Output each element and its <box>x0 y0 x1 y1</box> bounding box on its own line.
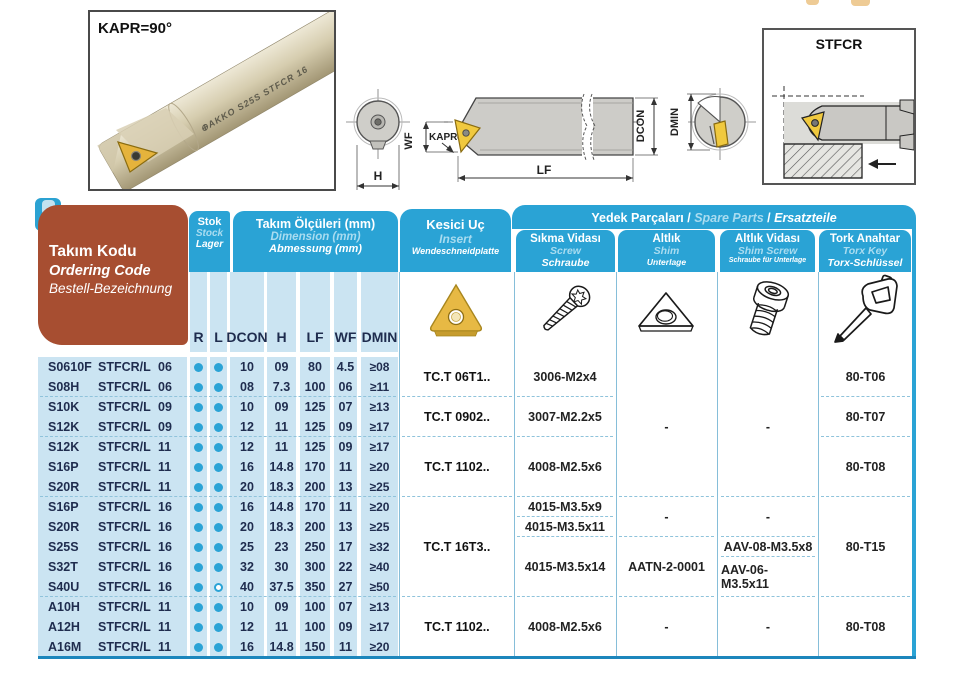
col-divider <box>717 272 718 657</box>
insert-designation-separator <box>402 596 512 597</box>
ordering-code-size: 11 <box>158 460 172 474</box>
torx-en: Torx Key <box>842 245 888 257</box>
dim-col-label-L: L <box>214 329 223 345</box>
dmin-value: ≥25 <box>369 480 390 494</box>
torx-key-part-value: 80-T08 <box>845 460 886 474</box>
stock-dot-r <box>194 623 203 632</box>
torx-key-part-separator <box>821 396 910 397</box>
ordering-code-type: STFCR/L <box>98 440 151 454</box>
dmin-value: ≥11 <box>369 380 390 394</box>
table-bottom-rule <box>38 656 916 659</box>
dim-col-label-WF: WF <box>334 329 357 345</box>
ordering-code-size: 16 <box>158 560 172 574</box>
screw-part-value: 3006-M2x4 <box>533 370 597 384</box>
ordering-code-type: STFCR/L <box>98 620 151 634</box>
stock-dot-r <box>194 643 203 652</box>
wf-value: 27 <box>338 580 353 594</box>
ordering-code-type: STFCR/L <box>98 500 151 514</box>
lf-value: 80 <box>308 360 322 374</box>
insert-en: Insert <box>439 232 472 246</box>
ordering-code-prefix: S12K <box>48 440 80 454</box>
ordering-code-prefix: S0610F <box>48 360 92 374</box>
wf-value: 07 <box>338 600 353 614</box>
insert-designation-value: TC.T 0902.. <box>424 410 490 424</box>
insert-de: Wendeschneidplatte <box>411 246 500 256</box>
kapr-angle-label: KAPR=90° <box>98 20 172 37</box>
ordering-code-type: STFCR/L <box>98 560 151 574</box>
shim-screw-part-value: AAV-08-M3.5x8 <box>723 540 813 554</box>
ordering-code-type: STFCR/L <box>98 380 151 394</box>
ordering-code-prefix: S08H <box>48 380 80 394</box>
svg-text:DCON: DCON <box>635 109 647 143</box>
wf-value: 09 <box>338 440 353 454</box>
stock-dot-r <box>194 363 203 372</box>
shim-screw-tr: Altlık Vidası <box>735 233 800 245</box>
dcon-value: 20 <box>240 480 254 494</box>
insert-designation-value: TC.T 1102.. <box>424 460 490 474</box>
insert-designation-separator <box>402 436 512 437</box>
ordering-code-prefix: S25S <box>48 540 79 554</box>
stock-dot-r <box>194 443 203 452</box>
svg-text:LF: LF <box>536 163 552 177</box>
h-value: 18.3 <box>269 480 294 494</box>
spares-sep: / <box>763 211 775 225</box>
torx-key-part-value: 80-T07 <box>845 410 886 424</box>
ordering-code-size: 16 <box>158 500 172 514</box>
shim-screw-part-value: - <box>765 620 771 634</box>
shim-part-separator <box>619 536 714 537</box>
ordering-code-prefix: S10K <box>48 400 80 414</box>
ordering-code-size: 16 <box>158 580 172 594</box>
col-divider <box>616 272 617 657</box>
ordering-code-size: 09 <box>158 420 172 434</box>
h-value: 14.8 <box>269 640 294 654</box>
dimensions-tr: Takım Ölçüleri (mm) <box>255 217 376 231</box>
shim-en: Shim <box>653 245 680 257</box>
ordering-code-prefix: S20R <box>48 480 80 494</box>
dmin-value: ≥20 <box>369 460 390 474</box>
h-value: 11 <box>274 440 289 454</box>
svg-text:DMIN: DMIN <box>669 107 681 137</box>
dmin-value: ≥13 <box>369 400 390 414</box>
stock-dot-l <box>214 423 223 432</box>
torx-de: Torx-Schlüssel <box>827 257 903 269</box>
screw-part-separator <box>517 396 613 397</box>
stock-dot-l <box>214 383 223 392</box>
svg-text:KAPR: KAPR <box>429 132 458 143</box>
wf-value: 09 <box>338 420 353 434</box>
spares-en: Spare Parts <box>694 211 764 225</box>
stock-de: Lager <box>195 239 224 250</box>
dim-col-label-R: R <box>193 329 204 345</box>
screw-part-value: 4008-M2.5x6 <box>528 460 602 474</box>
stock-dot-r <box>194 383 203 392</box>
spares-sep: / <box>683 211 695 225</box>
dcon-value: 08 <box>240 380 254 394</box>
lf-value: 170 <box>304 500 326 514</box>
ordering-code-size: 06 <box>158 360 172 374</box>
dcon-value: 10 <box>240 600 254 614</box>
ordering-code-size: 16 <box>158 520 172 534</box>
stock-dot-l <box>214 503 223 512</box>
lf-value: 125 <box>304 440 326 454</box>
svg-text:H: H <box>373 169 383 183</box>
ordering-code-prefix: S12K <box>48 420 80 434</box>
wf-value: 11 <box>338 460 353 474</box>
screw-tr: Sıkma Vidası <box>530 233 601 245</box>
dcon-value: 20 <box>240 520 254 534</box>
screw-part-separator <box>517 436 613 437</box>
dcon-value: 10 <box>240 360 254 374</box>
insert-designation-separator <box>402 496 512 497</box>
h-value: 09 <box>274 400 289 414</box>
ordering-code-size: 11 <box>158 480 172 494</box>
ordering-code-prefix: A10H <box>48 600 80 614</box>
wf-value: 4.5 <box>336 360 355 374</box>
dcon-value: 16 <box>240 460 254 474</box>
ordering-code-type: STFCR/L <box>98 580 151 594</box>
ordering-code-type: STFCR/L <box>98 420 151 434</box>
screw-part-value: 3007-M2.2x5 <box>528 410 602 424</box>
dcon-value: 12 <box>240 620 254 634</box>
ordering-code-prefix: S20R <box>48 520 80 534</box>
lf-value: 250 <box>304 540 326 554</box>
h-value: 7.3 <box>272 380 291 394</box>
stock-tr: Stok <box>197 216 222 228</box>
shim-part-separator <box>619 496 714 497</box>
spares-de: Ersatzteile <box>774 211 837 225</box>
shim-screw-part-separator <box>721 496 815 497</box>
dmin-value: ≥20 <box>369 640 390 654</box>
h-value: 14.8 <box>269 500 294 514</box>
stock-dot-r <box>194 483 203 492</box>
screw-part-separator <box>517 516 613 517</box>
stock-dot-l <box>214 363 223 372</box>
row-group-separator <box>40 496 396 497</box>
screw-part-value: 4015-M3.5x9 <box>528 500 602 514</box>
dmin-value: ≥13 <box>369 600 390 614</box>
shim-screw-icon <box>738 276 796 342</box>
lf-value: 125 <box>304 400 326 414</box>
screw-de: Schraube <box>541 257 590 269</box>
spares-tr: Yedek Parçaları <box>591 211 684 225</box>
row-group-separator <box>40 596 396 597</box>
wf-value: 11 <box>338 500 353 514</box>
row-group-separator <box>40 396 396 397</box>
wf-value: 17 <box>338 540 353 554</box>
dcon-value: 32 <box>240 560 254 574</box>
stock-dot-l <box>214 563 223 572</box>
lf-value: 100 <box>304 380 326 394</box>
shim-screw-part-separator <box>721 596 815 597</box>
shim-screw-part-value: - <box>765 420 771 434</box>
svg-text:⊕AKKO S25S STFCR 16: ⊕AKKO S25S STFCR 16 <box>198 63 310 134</box>
dmin-value: ≥20 <box>369 500 390 514</box>
ordering-code-size: 11 <box>158 620 172 634</box>
lf-value: 100 <box>304 620 326 634</box>
ordering-code-tr: Takım Kodu <box>49 243 137 260</box>
dimensions-en: Dimension (mm) <box>270 231 361 243</box>
ordering-code-size: 06 <box>158 380 172 394</box>
h-value: 23 <box>274 540 289 554</box>
dmin-value: ≥32 <box>369 540 390 554</box>
torx-tr: Tork Anahtar <box>829 233 901 245</box>
insert-designation-value: TC.T 06T1.. <box>423 370 491 384</box>
dmin-value: ≥17 <box>369 620 390 634</box>
screw-part-value: 4015-M3.5x11 <box>525 520 605 534</box>
stock-dot-l <box>214 523 223 532</box>
stock-dot-r <box>194 463 203 472</box>
dmin-value: ≥17 <box>369 420 390 434</box>
stock-dot-r <box>194 503 203 512</box>
stock-dot-r <box>194 523 203 532</box>
dcon-value: 16 <box>240 640 254 654</box>
shim-de: Unterlage <box>646 257 687 267</box>
torx-key-part-separator <box>821 436 910 437</box>
ordering-code-prefix: S16P <box>48 500 79 514</box>
shim-part-separator <box>619 596 714 597</box>
ordering-code-type: STFCR/L <box>98 640 151 654</box>
dcon-value: 12 <box>240 440 254 454</box>
torx-key-part-value: 80-T15 <box>845 540 886 554</box>
dmin-value: ≥08 <box>369 360 390 374</box>
wf-value: 13 <box>338 480 353 494</box>
shim-part-value: AATN-2-0001 <box>628 560 705 574</box>
lf-value: 125 <box>304 420 326 434</box>
screw-icon <box>534 278 596 342</box>
insert-icon <box>426 280 486 342</box>
ordering-code-prefix: S40U <box>48 580 80 594</box>
wf-value: 06 <box>338 380 353 394</box>
ordering-code-type: STFCR/L <box>98 400 151 414</box>
wf-value: 11 <box>338 640 353 654</box>
dcon-value: 12 <box>240 420 254 434</box>
h-value: 37.5 <box>269 580 294 594</box>
stock-dot-r <box>194 543 203 552</box>
h-value: 30 <box>274 560 289 574</box>
ordering-code-type: STFCR/L <box>98 600 151 614</box>
h-value: 11 <box>274 420 289 434</box>
shim-screw-part-separator <box>721 536 815 537</box>
dmin-value: ≥25 <box>369 520 390 534</box>
dim-col-label-DCON: DCON <box>226 329 268 345</box>
stock-dot-r <box>194 563 203 572</box>
col-divider <box>399 272 400 657</box>
wf-value: 22 <box>338 560 353 574</box>
dcon-value: 25 <box>240 540 254 554</box>
ordering-code-type: STFCR/L <box>98 540 151 554</box>
stock-dot-l <box>214 623 223 632</box>
screw-part-value: 4015-M3.5x14 <box>524 560 606 574</box>
ordering-code-type: STFCR/L <box>98 360 151 374</box>
shim-screw-part-value: - <box>765 510 771 524</box>
dimensions-de: Abmessung (mm) <box>269 243 362 255</box>
dcon-value: 16 <box>240 500 254 514</box>
ordering-code-size: 11 <box>158 600 172 614</box>
screw-en: Screw <box>550 245 581 257</box>
dim-col-label-LF: LF <box>306 329 324 345</box>
stock-dot-l-open <box>214 583 223 592</box>
ordering-code-prefix: A12H <box>48 620 80 634</box>
ordering-code-prefix: S32T <box>48 560 78 574</box>
stock-dot-r <box>194 583 203 592</box>
screw-part-separator <box>517 596 613 597</box>
shim-screw-part-value: AAV-06-M3.5x11 <box>721 563 769 591</box>
shim-icon <box>636 290 696 336</box>
row-group-separator <box>40 436 396 437</box>
ordering-code-de: Bestell-Bezeichnung <box>49 281 173 296</box>
insert-designation-separator <box>402 396 512 397</box>
torx-key-part-separator <box>821 596 910 597</box>
svg-text:WF: WF <box>403 132 415 150</box>
shim-part-value: - <box>664 620 669 634</box>
screw-part-value: 4008-M2.5x6 <box>528 620 602 634</box>
h-value: 14.8 <box>269 460 294 474</box>
ordering-code-en: Ordering Code <box>49 263 151 279</box>
dmin-value: ≥17 <box>369 440 390 454</box>
table-right-border <box>912 224 916 658</box>
stock-dot-l <box>214 403 223 412</box>
shim-part-value: - <box>664 420 669 434</box>
stock-dot-l <box>214 543 223 552</box>
col-divider <box>818 272 819 657</box>
insert-designation-value: TC.T 16T3.. <box>423 540 491 554</box>
ordering-code-prefix: A16M <box>48 640 82 654</box>
wf-value: 13 <box>338 520 353 534</box>
stock-dot-l <box>214 463 223 472</box>
torx-key-icon <box>830 274 900 346</box>
shim-screw-de: Schraube für Unterlage <box>728 257 807 264</box>
stfcr-type-label: STFCR <box>815 36 863 52</box>
ordering-code-prefix: S16P <box>48 460 79 474</box>
lf-value: 200 <box>304 520 326 534</box>
stock-dot-r <box>194 423 203 432</box>
insert-designation-value: TC.T 1102.. <box>424 620 490 634</box>
dmin-value: ≥50 <box>369 580 390 594</box>
ordering-code-size: 09 <box>158 400 172 414</box>
shim-screw-part-separator <box>721 556 815 557</box>
lf-value: 350 <box>304 580 326 594</box>
dcon-value: 40 <box>240 580 254 594</box>
torx-key-part-value: 80-T06 <box>845 370 886 384</box>
ordering-code-size: 11 <box>158 640 172 654</box>
stock-en: Stock <box>195 228 224 239</box>
wf-value: 07 <box>338 400 353 414</box>
h-value: 18.3 <box>269 520 294 534</box>
lf-value: 170 <box>304 460 326 474</box>
col-divider <box>514 272 515 657</box>
screw-part-separator <box>517 496 613 497</box>
dcon-value: 10 <box>240 400 254 414</box>
ordering-code-type: STFCR/L <box>98 460 151 474</box>
stock-dot-l <box>214 483 223 492</box>
lf-value: 300 <box>304 560 326 574</box>
insert-tr: Kesici Uç <box>426 217 485 232</box>
dim-col-label-DMIN: DMIN <box>361 329 398 345</box>
ordering-code-size: 16 <box>158 540 172 554</box>
torx-key-part-value: 80-T08 <box>845 620 886 634</box>
h-value: 09 <box>274 360 289 374</box>
shim-part-value: - <box>664 510 669 524</box>
lf-value: 100 <box>304 600 326 614</box>
h-value: 09 <box>274 600 289 614</box>
screw-part-separator <box>517 536 613 537</box>
wf-value: 09 <box>338 620 353 634</box>
stock-dot-l <box>214 443 223 452</box>
lf-value: 150 <box>304 640 326 654</box>
lf-value: 200 <box>304 480 326 494</box>
stock-dot-l <box>214 603 223 612</box>
stock-dot-l <box>214 643 223 652</box>
ordering-code-size: 11 <box>158 440 172 454</box>
torx-key-part-separator <box>821 496 910 497</box>
ordering-code-type: STFCR/L <box>98 520 151 534</box>
dim-col-label-H: H <box>276 329 287 345</box>
stock-dot-r <box>194 403 203 412</box>
stock-dot-r <box>194 603 203 612</box>
shim-tr: Altlık <box>652 233 681 245</box>
h-value: 11 <box>274 620 289 634</box>
ordering-code-type: STFCR/L <box>98 480 151 494</box>
dmin-value: ≥40 <box>369 560 390 574</box>
shim-screw-en: Shim Screw <box>737 245 798 257</box>
